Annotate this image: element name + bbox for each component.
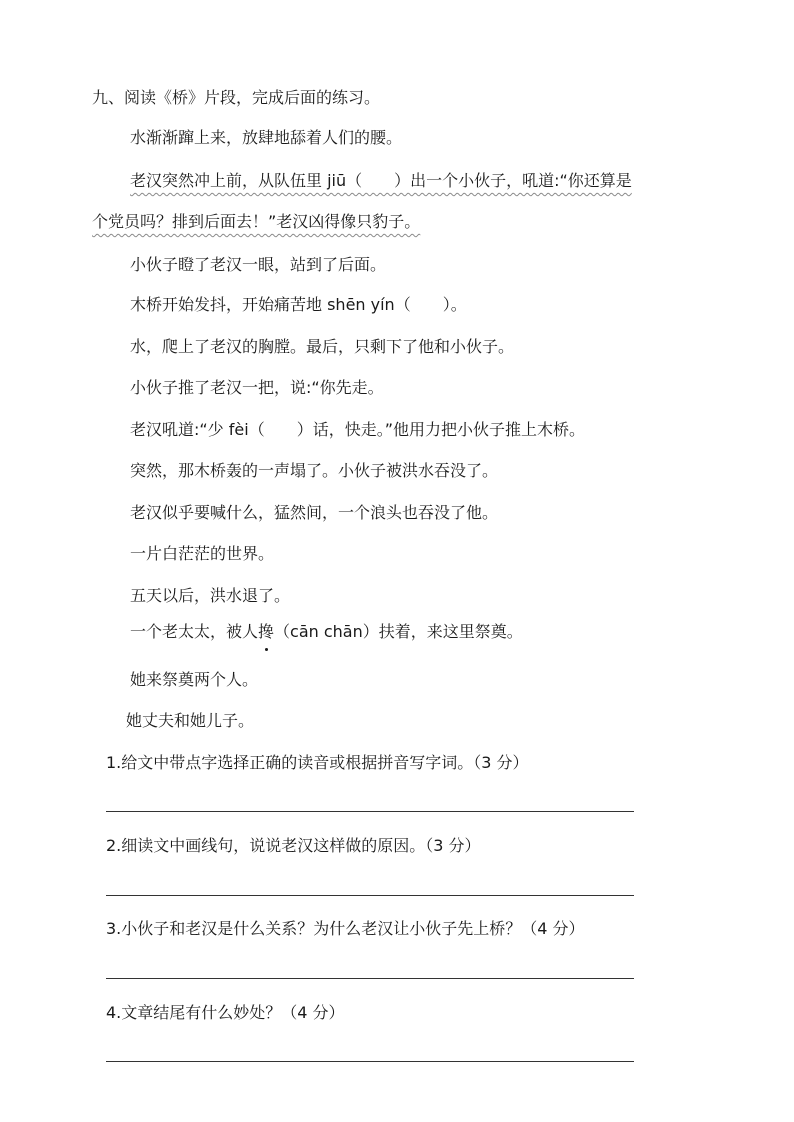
- passage-paragraph-10: 一片白茫茫的世界。: [130, 544, 275, 563]
- paragraph-12-text-before: 一个老太太，被人: [130, 622, 259, 641]
- passage-paragraph-3: 小伙子瞪了老汉一眼，站到了后面。: [130, 255, 387, 274]
- passage-paragraph-6: 小伙子推了老汉一把，说:“你先走。: [130, 378, 384, 397]
- answer-line-4[interactable]: [106, 1061, 634, 1062]
- underlined-sentence-line-2: 个党员吗？排到后面去！”老汉凶得像只豹子。: [92, 212, 421, 231]
- passage-paragraph-1: 水渐渐蹿上来，放肆地舔着人们的腰。: [130, 128, 403, 147]
- question-1: 1.给文中带点字选择正确的读音或根据拼音写字词。（3 分）: [106, 753, 529, 772]
- question-4: 4.文章结尾有什么妙处？（4 分）: [106, 1003, 345, 1022]
- underlined-sentence-line-1: 老汉突然冲上前，从队伍里 jiū（ ）出一个小伙子，吼道:“你还算是: [130, 171, 632, 190]
- passage-paragraph-5: 水，爬上了老汉的胸膛。最后，只剩下了他和小伙子。: [130, 337, 515, 356]
- question-2: 2.细读文中画线句，说说老汉这样做的原因。（3 分）: [106, 836, 481, 855]
- passage-paragraph-4: 木桥开始发抖，开始痛苦地 shēn yín（ ）。: [130, 295, 467, 314]
- passage-paragraph-12: [130, 620, 523, 644]
- question-3: 3.小伙子和老汉是什么关系？为什么老汉让小伙子先上桥？（4 分）: [106, 919, 585, 938]
- passage-paragraph-8: 突然，那木桥轰的一声塌了。小伙子被洪水吞没了。: [130, 461, 499, 480]
- passage-paragraph-13: 她来祭奠两个人。: [130, 670, 259, 689]
- answer-line-2[interactable]: [106, 895, 634, 896]
- answer-line-1[interactable]: [106, 811, 634, 812]
- exercise-heading: 九、阅读《桥》片段，完成后面的练习。: [92, 88, 381, 107]
- paragraph-12-text-after: （cān chān）扶着，来这里祭奠。: [274, 622, 523, 641]
- passage-paragraph-7: 老汉吼道:“少 fèi（ ）话，快走。”他用力把小伙子推上木桥。: [130, 420, 585, 439]
- dotted-character: 搀: [258, 620, 274, 644]
- passage-paragraph-14: 她丈夫和她儿子。: [126, 711, 255, 730]
- answer-line-3[interactable]: [106, 978, 634, 979]
- passage-paragraph-11: 五天以后，洪水退了。: [130, 586, 291, 605]
- passage-paragraph-9: 老汉似乎要喊什么，猛然间，一个浪头也吞没了他。: [130, 503, 499, 522]
